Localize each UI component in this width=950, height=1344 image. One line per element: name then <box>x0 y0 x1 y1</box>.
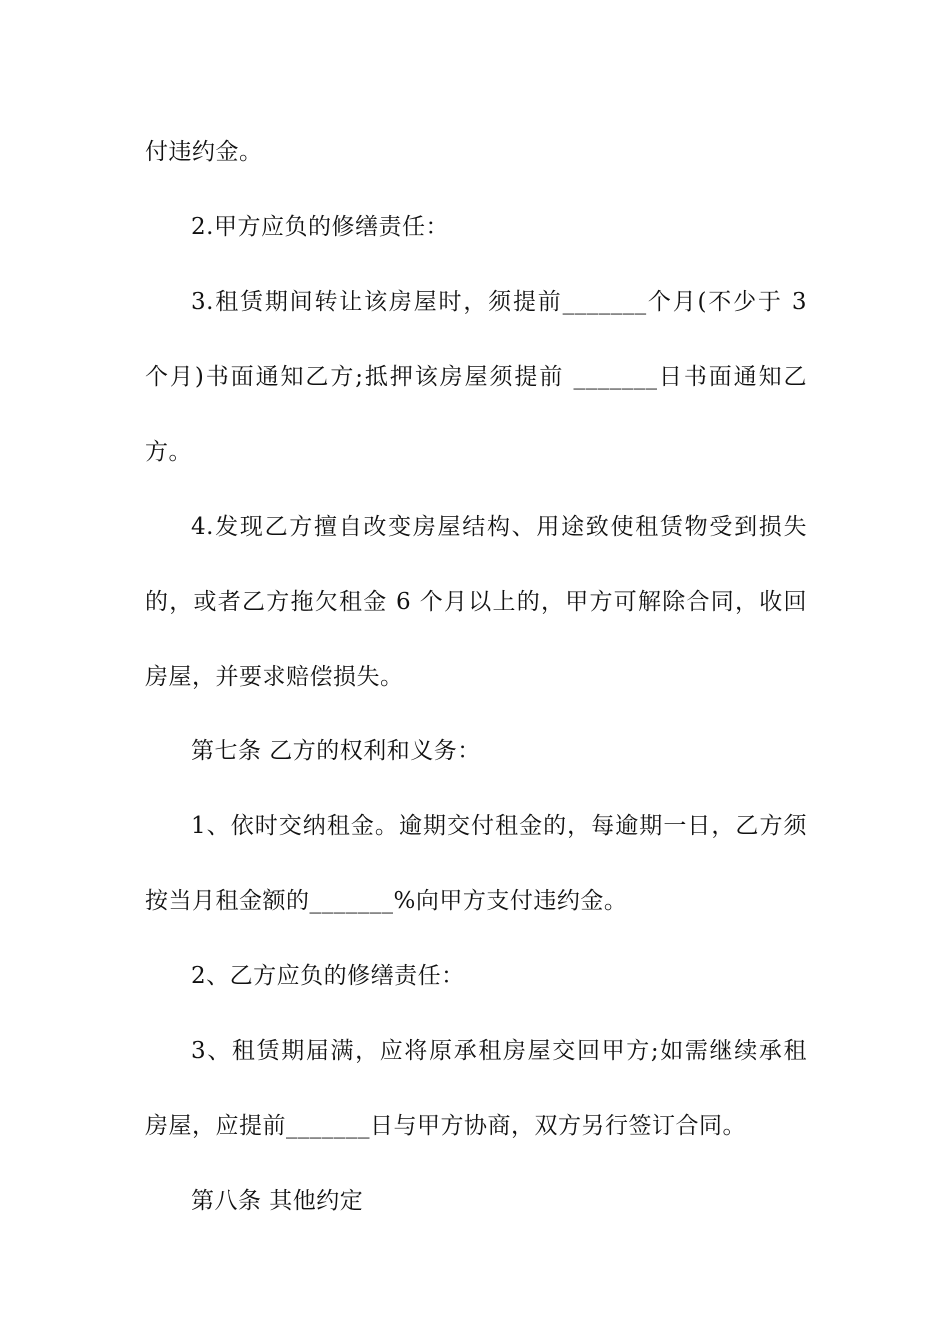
article-heading: 第七条 乙方的权利和义务： <box>191 738 481 764</box>
text-line: 个月)书面通知乙方;抵押该房屋须提前 _______日书面通知乙 <box>145 364 807 390</box>
text-line: 按当月租金额的_______%向甲方支付违约金。 <box>145 888 628 914</box>
text-line: 1、依时交纳租金。逾期交付租金的，每逾期一日，乙方须 <box>191 813 807 839</box>
clause-heading: 2、乙方应负的修缮责任： <box>191 963 465 989</box>
clause-heading: 2.甲方应负的修缮责任： <box>191 214 449 240</box>
text-line: 付违约金。 <box>145 139 263 165</box>
text-line: 3.租赁期间转让该房屋时，须提前_______个月(不少于 3 <box>191 289 807 315</box>
article-heading: 第八条 其他约定 <box>191 1188 364 1214</box>
text-line: 4.发现乙方擅自改变房屋结构、用途致使租赁物受到损失 <box>191 514 807 540</box>
text-line: 房屋，并要求赔偿损失。 <box>145 664 404 690</box>
text-line: 的，或者乙方拖欠租金 6 个月以上的，甲方可解除合同，收回 <box>145 589 807 615</box>
text-line: 方。 <box>145 439 192 465</box>
text-line: 房屋，应提前_______日与甲方协商，双方另行签订合同。 <box>145 1113 746 1139</box>
text-line: 3、租赁期届满，应将原承租房屋交回甲方;如需继续承租 <box>191 1038 807 1064</box>
